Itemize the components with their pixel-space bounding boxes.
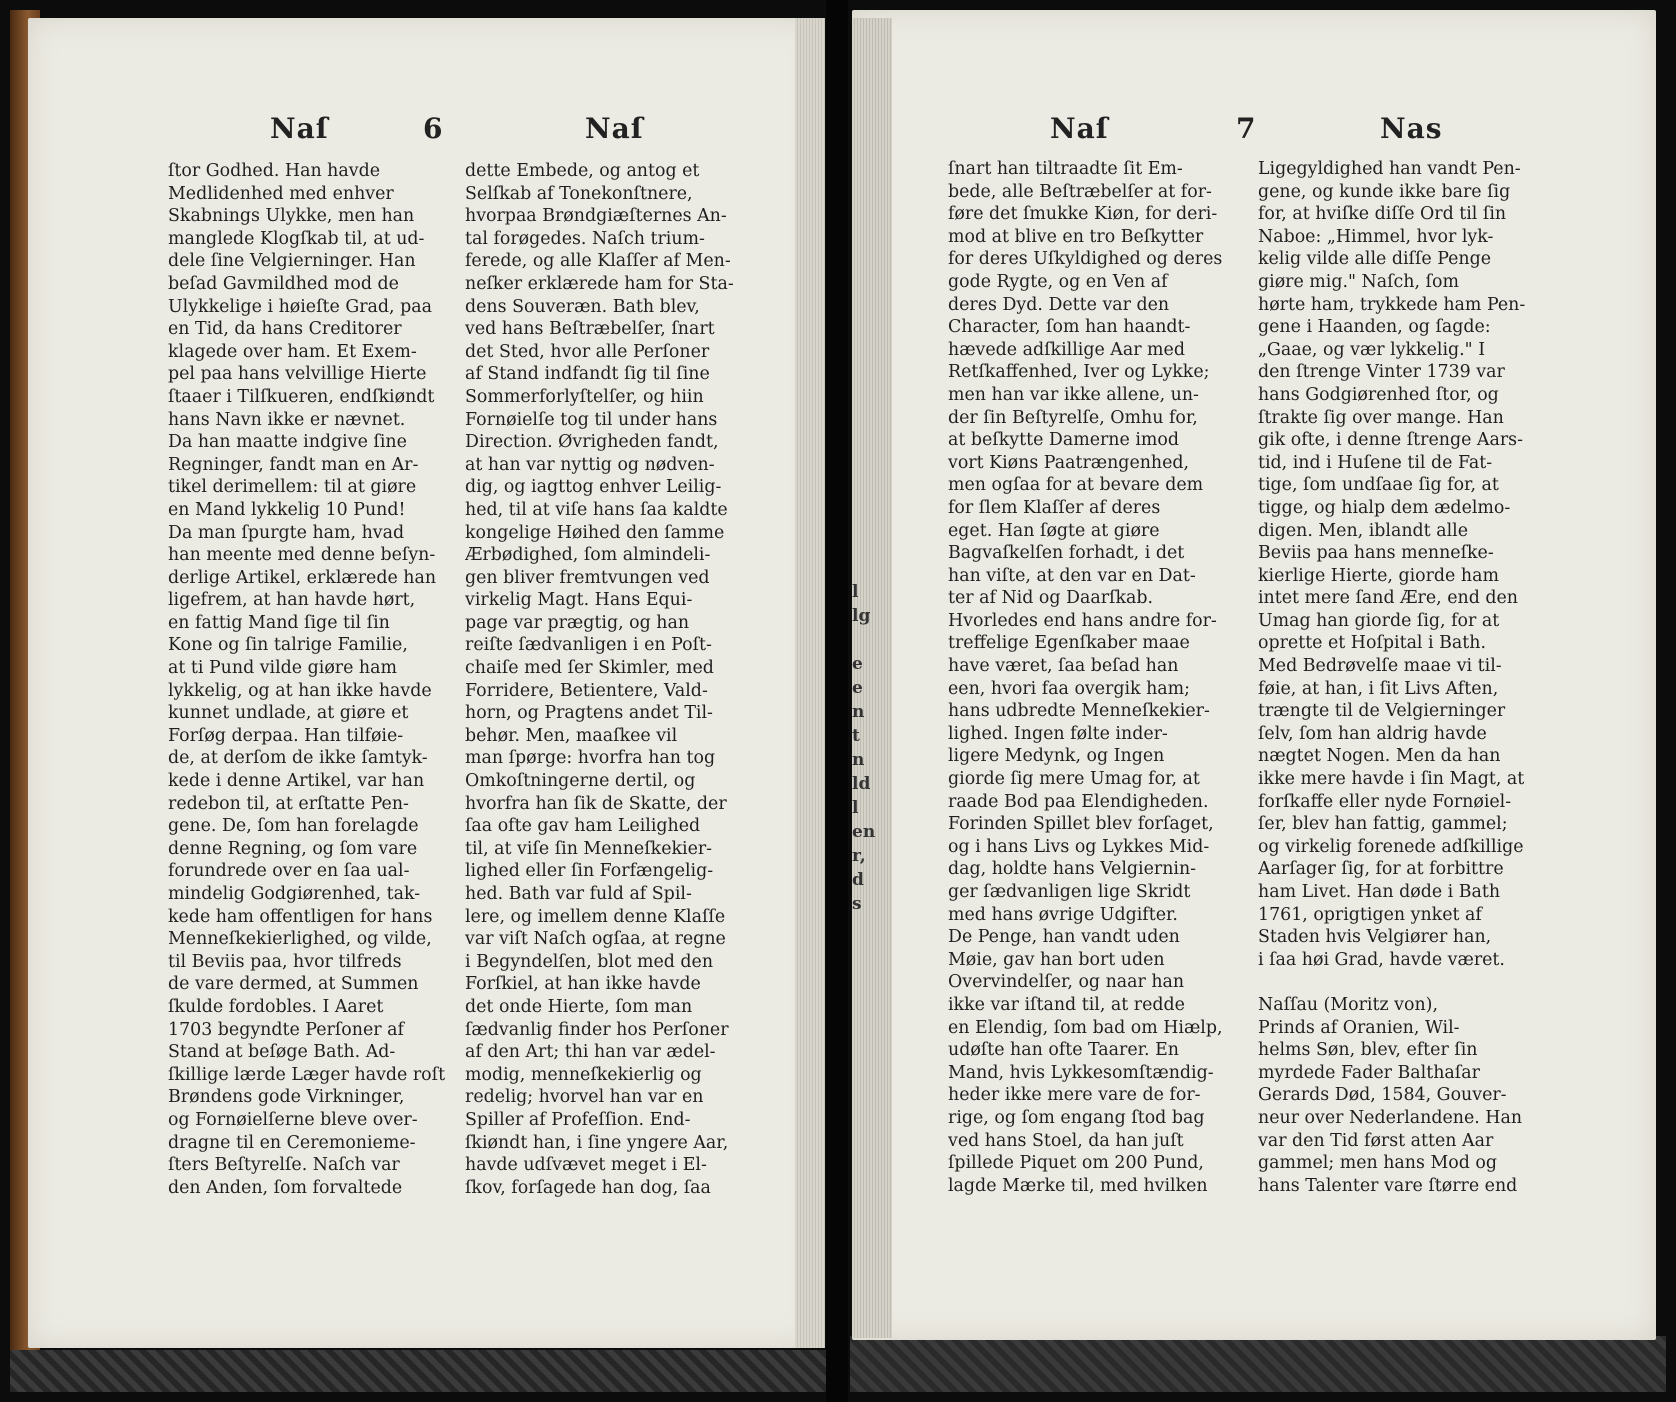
text-line: ham Livet. Han døde i Bath [1258,882,1501,902]
text-line: for ſlem Klaſſer af deres [948,497,1161,518]
text-line: myrdede Fader Balthaſar [1258,1062,1480,1083]
text-line: det Sted, hvor alle Perſoner [465,341,710,362]
text-line: lere, og imellem denne Klaſſe [465,906,726,927]
text-line: ſer, blev han fattig, gammel; [1258,814,1508,835]
text-line: i Begyndelſen, blot med den [465,951,714,972]
text-line: Regninger, fandt man en Ar- [168,454,419,475]
text-line: have været, ſaa beſad han [948,656,1179,677]
text-line: forundrede over en ſaa ual- [168,861,410,882]
text-line: derlige Artikel, erklærede han [168,567,437,588]
book-cover-bottom [10,1350,830,1392]
previous-page-edge-letters: l lg e e n t n ld l en r, d s [852,582,876,914]
text-line: var viſt Naſch ogſaa, at regne [465,929,726,950]
text-line: een, hvori faa overgik ham; [948,678,1191,699]
text-line: reiſte ſædvanligen i en Poſt- [465,635,712,656]
text-line: ſelv, ſom han aldrig havde [1258,723,1487,744]
left-running-head-left: Naſ [270,112,329,145]
text-line: kelig vilde alle diſſe Penge [1258,249,1492,270]
text-line: at han var nyttig og nødven- [465,454,715,475]
text-line: den ſtrenge Vinter 1739 var [1258,362,1505,383]
text-line: en Elendig, ſom bad om Hiælp, [948,1017,1223,1038]
text-line: den Anden, ſom forvaltede [168,1177,403,1198]
text-line: for deres Uſkyldighed og deres [948,249,1223,270]
text-line: Bagvaſkelſen forhadt, i det [948,543,1185,564]
text-line: digen. Men, iblandt alle [1258,520,1468,541]
text-line: chaiſe med ſer Skimler, med [465,658,714,679]
text-line: det onde Hierte, ſom man [465,996,693,1017]
text-line: horn, og Pragtens andet Til- [465,703,713,724]
text-line: nægtet Nogen. Men da han [1258,746,1501,767]
text-line: „Gaae, og vær lykkelig." I [1258,339,1486,360]
text-line: Ligegyldighed han vandt Pen- [1258,159,1521,179]
text-line: hørte ham, trykkede ham Pen- [1258,294,1526,315]
text-line: Ærbødighed, ſom almindeli- [465,545,711,566]
text-line: hævede adſkillige Aar med [948,339,1185,360]
text-line: vort Kiøns Paatrængenhed, [948,452,1190,473]
text-line: ſpillede Piquet om 200 Pund, [948,1153,1204,1174]
text-line: helms Søn, blev, efter ſin [1258,1040,1478,1061]
text-line: De Penge, han vandt uden [948,927,1180,948]
text-line: ſtor Godhed. Han havde [168,161,380,181]
text-line: giorde ſig mere Umag for, at [948,769,1200,790]
left-page-column-1 [168,160,453,1199]
text-line: tige, ſom undſaae ſig for, at [1258,475,1499,496]
text-line: der ſin Beſtyrelſe, Omhu for, [948,407,1198,428]
text-line: dag, holdte hans Velgiernin- [948,859,1197,880]
text-line: man ſpørge: hvorfra han tog [465,748,716,769]
text-line: forſkaffe eller nyde Fornøiel- [1258,791,1512,812]
text-line: dig, og iagttog enhver Leilig- [465,477,722,498]
text-line: mindelig Godgiørenhed, tak- [168,884,421,904]
text-line: Ulykkelige i høieſte Grad, paa [168,296,432,317]
right-page-column-2 [1258,158,1545,1197]
left-page-number: 6 [423,112,444,145]
text-line: Hvorledes end hans andre for- [948,610,1217,631]
text-line: tikel derimellem: til at giøre [168,477,417,498]
text-line: ſædvanlig finder hos Perſoner [465,1019,729,1040]
right-page-column-1 [948,158,1235,1197]
text-line: gene. De, ſom han forelagde [168,816,419,837]
text-line: Umag han giorde ſig, for at [1258,610,1500,631]
text-line: deres Dyd. Dette var den [948,294,1170,315]
text-line: gammel; men hans Mod og [1258,1153,1497,1174]
text-line: mod at blive en tro Beſkytter [948,226,1204,247]
text-line: giøre mig." Naſch, ſom [1258,271,1459,292]
text-line: ved hans Beſtræbelſer, ſnart [465,319,715,340]
text-line: til Beviis paa, hvor tilfreds [168,951,402,972]
text-line: de vare dermed, at Summen [168,974,419,995]
text-line: og i hans Livs og Lykkes Mid- [948,836,1210,857]
text-line: ſters Beſtyrelſe. Naſch var [168,1155,400,1176]
text-line: ter af Nid og Daarſkab. [948,588,1154,609]
text-line: for, at hviſke diſſe Ord til ſin [1258,204,1507,225]
text-line: Menneſkekierlighed, og vilde, [168,929,432,950]
text-line: Kone og ſin talrige Familie, [168,635,408,656]
text-line: Stand at beſøge Bath. Ad- [168,1042,396,1063]
text-line: de, at derſom de ikke ſamtyk- [168,748,428,769]
text-line: Forſkiel, at han ikke havde [465,974,701,995]
text-line: en Mand lykkelig 10 Pund! [168,499,406,520]
text-line: denne Regning, og ſom vare [168,838,418,859]
right-running-head-right: Nas [1380,112,1443,145]
text-line: gode Rygte, og en Ven af [948,271,1168,292]
text-line: Spiller af Profeſſion. End- [465,1109,691,1130]
text-line: ſtaaer i Tilſkueren, endſkiøndt [168,386,435,407]
text-line: men han var ikke allene, un- [948,384,1199,405]
text-line: Da man ſpurgte ham, hvad [168,522,405,543]
text-line: rige, og ſom engang ſtod bag [948,1107,1205,1128]
gutter [826,0,848,1402]
text-line: i ſaa høi Grad, havde været. [1258,949,1505,970]
text-line: redebon til, at erſtatte Pen- [168,793,409,814]
text-line: kierlige Hierte, giorde ham [1258,565,1499,586]
text-line: Brøndens gode Virkninger, [168,1087,405,1108]
text-line: Retſkaffenhed, Iver og Lykke; [948,362,1210,383]
text-line: modig, menneſkekierlig og [465,1064,702,1085]
text-line: hvorfra han ſik de Skatte, der [465,793,727,814]
text-line [1258,971,1545,994]
text-line: til, at viſe ſin Menneſkekier- [465,838,713,859]
text-line: dragne til en Ceremonieme- [168,1132,416,1153]
text-line: heder ikke mere vare de for- [948,1085,1201,1106]
text-line: page var prægtig, og han [465,612,690,633]
text-line: Fornøielſe tog til under hans [465,409,718,430]
text-line: Staden hvis Velgiører han, [1258,927,1492,948]
text-line: 1761, oprigtigen ynket af [1258,904,1482,925]
text-line: manglede Klogſkab til, at ud- [168,228,425,249]
text-line: Naſſau (Moritz von), [1258,994,1438,1015]
text-line: dette Embede, og antog et [465,161,700,181]
text-line: treffelige Egenſkaber maae [948,633,1190,654]
text-line: af den Art; thi han var ædel- [465,1042,716,1063]
text-line: var den Tid først atten Aar [1258,1130,1494,1151]
text-line: men ogſaa for at bevare dem [948,475,1204,496]
text-line: tigge, og hialp dem ædelmo- [1258,497,1511,518]
text-line: at beſkytte Damerne imod [948,430,1179,451]
text-line: Direction. Øvrigheden fandt, [465,432,719,453]
text-line: ſaa ofte gav ham Leilighed [465,816,701,837]
text-line: føre det ſmukke Kiøn, for deri- [948,204,1218,225]
text-line: Med Bedrøvelſe maae vi til- [1258,656,1502,677]
text-line: og virkelig forenede adſkillige [1258,836,1524,857]
text-line: Mand, hvis Lykkesomſtændig- [948,1062,1214,1083]
text-line: ſkiøndt han, i ſine yngere Aar, [465,1132,729,1153]
left-page-column-2 [465,160,750,1199]
text-line: eget. Han ſøgte at giøre [948,520,1160,541]
text-line: klagede over ham. Et Exem- [168,341,417,362]
text-line: tid, ind i Huſene til de Fat- [1258,452,1493,473]
book-cover-bottom-right [850,1336,1666,1392]
text-line: hed, til at viſe hans ſaa kaldte [465,499,728,520]
text-line: lighed eller ſin Forfængelig- [465,861,714,882]
text-line: en Tid, da hans Creditorer [168,319,402,340]
text-line: Naboe: „Himmel, hvor lyk- [1258,226,1494,247]
text-line: ligere Medynk, og Ingen [948,746,1165,767]
text-line: lighed. Ingen følte inder- [948,723,1168,744]
text-line: Forinden Spillet blev forſaget, [948,814,1214,835]
text-line: Skabnings Ulykke, men han [168,206,415,227]
text-line: virkelig Magt. Hans Equi- [465,590,693,611]
text-line: og Fornøielſerne bleve over- [168,1109,418,1130]
text-line: Beviis paa hans menneſke- [1258,543,1494,564]
text-line: havde udſvævet meget i El- [465,1155,707,1176]
text-line: lykkelig, og at han ikke havde [168,680,432,701]
text-line: hans Talenter vare ſtørre end [1258,1175,1518,1196]
text-line: ikke var iſtand til, at redde [948,994,1185,1015]
text-line: kongelige Høihed den ſamme [465,522,725,543]
text-line: gik ofte, i denne ſtrenge Aars- [1258,430,1523,451]
text-line: Gerards Død, 1584, Gouver- [1258,1085,1507,1106]
text-line: hans Godgiørenhed ſtor, og [1258,384,1499,405]
text-line: at ti Pund vilde giøre ham [168,658,397,679]
text-line: Møie, gav han bort uden [948,949,1165,970]
left-page-edges [795,18,825,1348]
text-line: gene i Haanden, og ſagde: [1258,317,1491,338]
text-line: hed. Bath var fuld af Spil- [465,884,692,904]
text-line: behør. Men, maaſkee vil [465,725,678,746]
text-line: Forridere, Betientere, Vald- [465,680,708,701]
text-line: ved hans Stoel, da han juſt [948,1130,1184,1151]
text-line: ſkulde fordobles. I Aaret [168,996,384,1017]
text-line: ger ſædvanligen lige Skridt [948,882,1191,902]
text-line: hans Navn ikke er nævnet. [168,409,406,430]
text-line: gene, og kunde ikke bare ſig [1258,181,1511,202]
text-line: neur over Nederlandene. Han [1258,1107,1523,1128]
text-line: bede, alle Beſtræbelſer at for- [948,181,1212,202]
text-line: neſker erklærede ham for Sta- [465,273,734,294]
text-line: kunnet undlade, at giøre et [168,703,409,724]
text-line: kede ham offentligen for hans [168,906,433,927]
text-line: kede i denne Artikel, var han [168,771,425,792]
text-line: ferede, og alle Klaſſer af Men- [465,251,731,272]
text-line: Forſøg derpaa. Han tilføie- [168,725,404,746]
text-line: ligefrem, at han havde hørt, [168,590,416,611]
text-line: Sommerforlyſtelſer, og hiin [465,386,704,407]
text-line: Prinds af Oranien, Wil- [1258,1017,1460,1038]
right-running-head-left: Naſ [1050,112,1109,145]
text-line: Selſkab af Tonekonſtnere, [465,183,693,204]
text-line: føie, at han, i ſit Livs Aften, [1258,678,1499,699]
text-line: ſtrakte ſig over mange. Han [1258,407,1504,428]
text-line: dele ſine Velgierninger. Han [168,251,416,272]
text-line: lagde Mærke til, med hvilken [948,1175,1208,1196]
text-line: ſkov, forſagede han dog, ſaa [465,1177,711,1198]
text-line: Medlidenhed med enhver [168,183,394,204]
text-line: ſkillige lærde Læger havde roſt [168,1064,446,1085]
text-line: Overvindelſer, og naar han [948,972,1185,993]
text-line: 1703 begyndte Perſoner af [168,1019,404,1040]
text-line: raade Bod paa Elendigheden. [948,791,1209,812]
text-line: intet mere ſand Ære, end den [1258,588,1518,609]
text-line: pel paa hans velvillige Hierte [168,364,427,385]
text-line: tal forøgedes. Naſch trium- [465,228,705,249]
text-line: en fattig Mand ſige til ſin [168,612,390,633]
text-line: Aarſager ſig, for at forbittre [1258,859,1504,880]
left-running-head-right: Naſ [585,112,644,145]
text-line: trængte til de Velgierninger [1258,701,1506,722]
text-line: Omkoſtningerne dertil, og [465,771,696,792]
text-line: hans udbredte Menneſkekier- [948,701,1210,722]
text-line: gen bliver fremtvungen ved [465,567,710,588]
text-line: dens Souveræn. Bath blev, [465,296,700,317]
text-line: ikke mere havde i ſin Magt, at [1258,769,1525,790]
text-line: Character, ſom han haandt- [948,317,1191,338]
text-line: beſad Gavmildhed mod de [168,273,399,294]
text-line: med hans øvrige Udgifter. [948,904,1178,925]
text-line: hvorpaa Brøndgiæſternes An- [465,206,727,227]
text-line: oprette et Hoſpital i Bath. [1258,633,1486,654]
text-line: han meente med denne beſyn- [168,545,436,566]
text-line: han viſte, at den var en Dat- [948,565,1196,586]
text-line: ſnart han tiltraadte ſit Em- [948,159,1183,179]
text-line: af Stand indfandt ſig til ſine [465,364,710,385]
text-line: udøſte han ofte Taarer. En [948,1040,1180,1061]
right-page-number: 7 [1236,112,1257,145]
text-line: Da han maatte indgive ſine [168,432,407,453]
text-line: redelig; hvorvel han var en [465,1087,704,1108]
